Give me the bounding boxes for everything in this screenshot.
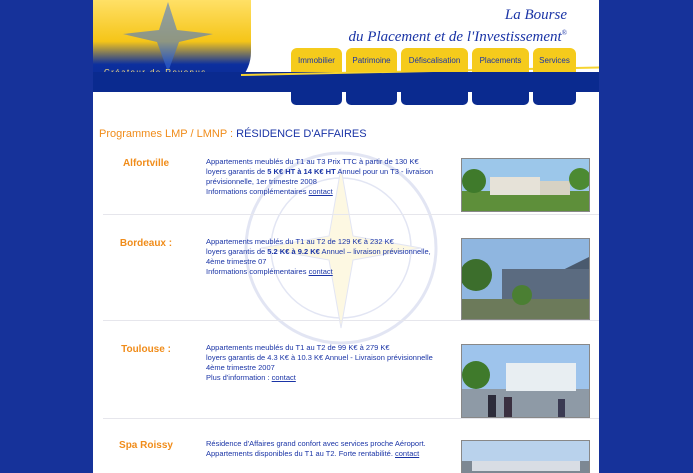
nav-tab-services[interactable]: Services <box>533 48 576 72</box>
program-description <box>206 343 450 383</box>
program-info-label: Informations complémentaires <box>206 267 307 276</box>
page-title-main: RÉSIDENCE D'AFFAIRES <box>236 128 367 140</box>
contact-link[interactable]: contact <box>395 449 420 458</box>
program-city: Alfortville <box>122 158 170 169</box>
program-description <box>206 439 450 459</box>
star-logo-icon <box>113 2 223 72</box>
program-line-1: Appartements meublés du T1 au T2 de 99 K€ à 279 K€ <box>206 343 390 352</box>
program-line-1: Appartements meublés du T1 au T3 Prix TTC à partir de 130 K€ <box>206 157 419 166</box>
page-title <box>99 128 367 140</box>
contact-link[interactable]: contact <box>308 187 333 196</box>
nav-tab-defiscalisation[interactable]: Défiscalisation <box>401 48 468 72</box>
nav-subtab <box>291 92 342 105</box>
program-photo <box>461 344 590 418</box>
page-title-prefix: Programmes LMP / LMNP : <box>99 128 237 140</box>
program-line-2a: loyers garantis de 4.3 K€ à 10.3 K€ Annuel - Livraison prévisionnelle 4ème trimestre 2007 <box>206 353 433 372</box>
program-description <box>206 157 450 197</box>
program-line-2c: Annuel – livraison prévisionnelle, 4ème trimestre 07 <box>206 247 431 266</box>
nav-tab-immobilier[interactable]: Immobilier <box>291 48 342 72</box>
program-city: Toulouse : <box>121 344 171 355</box>
nav-subbar <box>291 92 576 105</box>
registered-mark: ® <box>561 29 567 37</box>
header-band <box>93 72 599 92</box>
program-line-1: Appartements meublés du T1 au T2 de 129 K€ à 232 K€ <box>206 237 394 246</box>
program-line-2a: loyers garantis de <box>206 247 268 256</box>
nav-subtab <box>401 92 468 105</box>
program-line-2a: loyers garantis de <box>206 167 268 176</box>
program-line-1: Résidence d'Affaires grand confort avec services proche Aéroport. <box>206 439 426 448</box>
nav-tab-placements[interactable]: Placements <box>472 48 529 72</box>
contact-link[interactable]: contact <box>271 373 296 382</box>
nav-tab-patrimoine[interactable]: Patrimoine <box>346 48 397 72</box>
nav-subtab <box>346 92 397 105</box>
divider <box>103 320 599 321</box>
program-city: Bordeaux : <box>119 238 173 249</box>
program-description <box>206 237 450 277</box>
program-rent-range: 5 K€ HT à 14 K€ HT <box>267 167 336 176</box>
brand-line-1: La Bourse <box>504 7 567 23</box>
program-rent-range: 5.2 K€ à 9.2 K€ <box>267 247 320 256</box>
program-info-label: Plus d'information : <box>206 373 270 382</box>
program-photo <box>461 158 590 212</box>
contact-link[interactable]: contact <box>308 267 333 276</box>
program-info-label: Informations complémentaires <box>206 187 307 196</box>
brand-line-2-text: du Placement et de l'Investissement <box>348 29 562 45</box>
nav-subtab <box>533 92 576 105</box>
page-content <box>93 0 599 473</box>
site-header <box>93 0 599 118</box>
brand-line-2 <box>349 24 567 46</box>
program-city: Spa Roissy <box>119 440 173 451</box>
program-line-2c: Annuel pour un T3 - livraison prévisionnelle, 1er trimestre 2008 <box>206 167 434 186</box>
brand-title <box>349 6 567 46</box>
program-line-2a: Appartements disponibles du T1 au T2. Forte rentabilité. <box>206 449 393 458</box>
main-nav <box>291 48 576 72</box>
program-photo <box>461 238 590 320</box>
program-photo <box>461 440 590 473</box>
nav-subtab <box>472 92 529 105</box>
divider <box>103 418 599 419</box>
divider <box>103 214 599 215</box>
